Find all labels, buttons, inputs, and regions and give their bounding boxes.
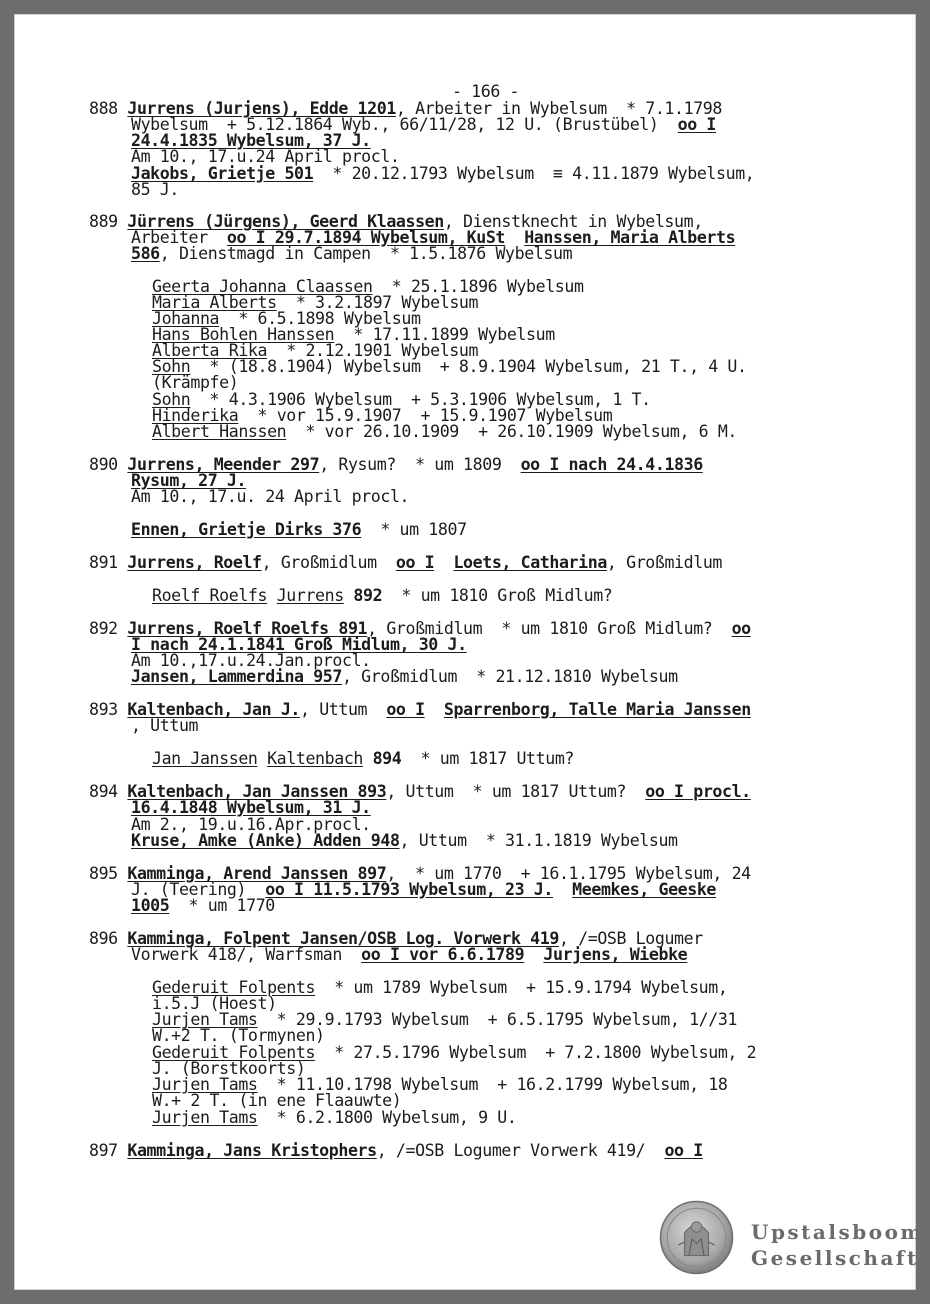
linked-name: Hans Bohlen Hanssen (152, 325, 335, 344)
text-line (89, 1143, 703, 1159)
linked-name: 586 (131, 244, 160, 263)
line-text: , Arbeiter in Wybelsum * 7.1.1798 (395, 99, 722, 118)
line-text: Arbeiter (131, 228, 227, 247)
text-line (152, 1093, 401, 1109)
line-text: * um 1810 Groß Midlum? (382, 586, 613, 605)
linked-name: Jurjens, Wiebke (543, 945, 688, 964)
linked-name: oo I (664, 1141, 703, 1160)
linked-name: Rysum, 27 J. (131, 471, 247, 490)
linked-name: Jurrens, Meender 297 (127, 455, 320, 474)
line-text: * 25.1.1896 Wybelsum (372, 277, 584, 296)
line-text: J. (Teering) (131, 880, 266, 899)
linked-name: Jürrens (Jürgens), Geerd Klaassen (127, 212, 444, 231)
linked-name: Kaltenbach (267, 749, 363, 768)
text-line (131, 166, 754, 182)
line-text: , * um 1770 + 16.1.1795 Wybelsum, 24 (386, 864, 751, 883)
text-line (131, 522, 467, 538)
linked-name: Jurjen Tams (152, 1108, 258, 1127)
seal-icon (659, 1200, 734, 1275)
linked-name: oo I (677, 115, 717, 134)
linked-name: Jurjen Tams (152, 1075, 258, 1094)
linked-name: Johanna (152, 309, 220, 328)
line-text: , Dienstknecht in Wybelsum, (443, 212, 703, 231)
linked-name: Jurjen Tams (152, 1010, 258, 1029)
line-text: * 17.11.1899 Wybelsum (334, 325, 555, 344)
line-text: * 29.9.1793 Wybelsum + 6.5.1795 Wybelsum, 1//31 (257, 1010, 738, 1029)
text-line (152, 588, 612, 604)
linked-name: Maria Alberts (152, 293, 277, 312)
linked-name: Kruse, Amke (Anke) Adden 948 (131, 831, 400, 850)
line-text: 892 (89, 619, 128, 638)
line-text: i.5.J (Hoest) (152, 994, 277, 1013)
linked-name: Meemkes, Geeske (572, 880, 717, 899)
line-text: * vor 15.9.1907 + 15.9.1907 Wybelsum (238, 406, 613, 425)
line-text (267, 586, 277, 605)
line-text: * um 1807 (361, 520, 467, 539)
line-text: Vorwerk 418/, Warfsman (131, 945, 362, 964)
line-text: * 11.10.1798 Wybelsum + 16.2.1799 Wybelsum, 18 (257, 1075, 728, 1094)
linked-name: Jurrens (Jurjens), Edde 1201 (127, 99, 396, 118)
line-text: W.+ 2 T. (in ene Flaauwte) (152, 1091, 402, 1110)
linked-name: oo I procl. (645, 782, 751, 801)
line-text: , Uttum * um 1817 Uttum? (386, 782, 646, 801)
linked-name: oo I (395, 553, 435, 572)
line-text: * um 1770 (169, 896, 275, 915)
line-text (434, 553, 453, 572)
text-line (152, 424, 737, 440)
linked-name: Kamminga, Folpent Jansen/OSB Log. Vorwerk 419 (127, 929, 559, 948)
linked-name: 892 (343, 586, 383, 605)
text-line (131, 718, 198, 734)
linked-name: oo I nach 24.4.1836 (520, 455, 703, 474)
line-text: , Uttum (300, 700, 387, 719)
line-text: , Uttum * 31.1.1819 Wybelsum (399, 831, 678, 850)
line-text (258, 749, 268, 768)
line-text (553, 880, 572, 899)
line-text: Am 10.,17.u.24.Jan.procl. (131, 651, 371, 670)
linked-name: oo I vor 6.6.1789 (361, 945, 525, 964)
linked-name: Kamminga, Jans Kristophers (127, 1141, 377, 1160)
linked-name: Kaltenbach, Jan Janssen 893 (127, 782, 387, 801)
line-text: * 27.5.1796 Wybelsum + 7.2.1800 Wybelsum, 2 (315, 1043, 757, 1062)
line-text: , /=OSB Logumer Vorwerk 419/ (376, 1141, 665, 1160)
line-text: , Großmidlum (261, 553, 396, 572)
line-text: , Großmidlum (606, 553, 723, 572)
line-text (425, 700, 444, 719)
text-line (131, 246, 572, 262)
linked-name: Jurrens, Roelf Roelfs 891 (127, 619, 368, 638)
linked-name: Albert Hanssen (152, 422, 287, 441)
linked-name: Ennen, Grietje Dirks 376 (131, 520, 362, 539)
line-text: Am 2., 19.u.16.Apr.procl. (131, 815, 371, 834)
linked-name: Loets, Catharina (453, 553, 607, 572)
document-page (14, 14, 925, 1290)
linked-name: 894 (363, 749, 402, 768)
line-text: 895 (89, 864, 128, 883)
text-line (131, 669, 678, 685)
linked-name: oo I 11.5.1793 Wybelsum, 23 J. (265, 880, 553, 899)
line-text: W.+2 T. (Tormynen) (152, 1026, 325, 1045)
linked-name: Kamminga, Arend Janssen 897 (127, 864, 387, 883)
text-line (131, 149, 400, 165)
linked-name: oo I 29.7.1894 Wybelsum, KuSt (226, 228, 506, 247)
line-text: * vor 26.10.1909 + 26.10.1909 Wybelsum, 6 M. (286, 422, 738, 441)
text-line (131, 800, 371, 816)
linked-name: Jakobs, Grietje 501 (131, 164, 314, 183)
text-line (131, 833, 678, 849)
line-text: * 6.2.1800 Wybelsum, 9 U. (257, 1108, 517, 1127)
linked-name: oo (731, 619, 751, 638)
linked-name: Jan Janssen (152, 749, 258, 768)
line-text: J. (Borstkoorts) (152, 1059, 306, 1078)
line-text: 896 (89, 929, 128, 948)
text-line (152, 1110, 516, 1126)
society-name-line1: Upstalsboom (751, 1220, 925, 1244)
linked-name: Sohn (152, 390, 191, 409)
line-text: Am 10., 17.u.24 April procl. (131, 147, 400, 166)
linked-name: 16.4.1848 Wybelsum, 31 J. (131, 798, 371, 817)
text-line (152, 751, 574, 767)
page-number: - 166 - (452, 82, 520, 101)
linked-name: Sohn (152, 357, 191, 376)
line-text: * um 1817 Uttum? (401, 749, 575, 768)
linked-name: Hinderika (152, 406, 239, 425)
line-text: 897 (89, 1141, 128, 1160)
line-text: * 2.12.1901 Wybelsum (267, 341, 479, 360)
linked-name: Geerta Johanna Claassen (152, 277, 373, 296)
line-text: * 4.3.1906 Wybelsum + 5.3.1906 Wybelsum, 1 T. (190, 390, 651, 409)
line-text: 894 (89, 782, 128, 801)
society-name-line2: Gesellschaft (751, 1246, 919, 1270)
line-text: 893 (89, 700, 128, 719)
text-line (131, 489, 409, 505)
linked-name: Hanssen, Maria Alberts (524, 228, 736, 247)
line-text: 889 (89, 212, 128, 231)
line-text: (Krämpfe) (152, 373, 239, 392)
linked-name: Jurrens (276, 586, 344, 605)
line-text: * um 1789 Wybelsum + 15.9.1794 Wybelsum, (315, 978, 728, 997)
linked-name: 1005 (131, 896, 170, 915)
line-text: 890 (89, 455, 128, 474)
linked-name: Gederuit Folpents (152, 978, 316, 997)
line-text: 888 (89, 99, 128, 118)
line-text: , /=OSB Logumer (558, 929, 703, 948)
linked-name: Alberta Rika (152, 341, 268, 360)
linked-name: Gederuit Folpents (152, 1043, 316, 1062)
text-line (152, 1028, 325, 1044)
line-text: 85 J. (131, 180, 179, 199)
text-line (89, 555, 722, 571)
line-text: * (18.8.1904) Wybelsum + 8.9.1904 Wybelsum, 21 T., 4 U. (190, 357, 747, 376)
linked-name: Jurrens, Roelf (127, 553, 262, 572)
line-text: * 6.5.1898 Wybelsum (219, 309, 421, 328)
linked-name: 24.4.1835 Wybelsum, 37 J. (131, 131, 371, 150)
linked-name: Sparrenborg, Talle Maria Janssen (443, 700, 751, 719)
line-text (524, 945, 543, 964)
text-line (152, 375, 238, 391)
linked-name: Roelf Roelfs (152, 586, 268, 605)
line-text: * 20.12.1793 Wybelsum ≡ 4.11.1879 Wybelsum, (313, 164, 755, 183)
line-text: 891 (89, 553, 128, 572)
line-text: , Großmidlum * um 1810 Groß Midlum? (367, 619, 732, 638)
line-text: , Großmidlum * 21.12.1810 Wybelsum (342, 667, 678, 686)
line-text: , Dienstmagd in Campen * 1.5.1876 Wybelsum (159, 244, 573, 263)
text-line (131, 898, 275, 914)
text-line (131, 182, 179, 198)
line-text: , Uttum (131, 716, 199, 735)
line-text: Wybelsum + 5.12.1864 Wyb., 66/11/28, 12 U. (Brustübel) (131, 115, 678, 134)
text-line (152, 359, 747, 375)
linked-name: oo I (386, 700, 425, 719)
line-text: * 3.2.1897 Wybelsum (276, 293, 479, 312)
linked-name: Kaltenbach, Jan J. (127, 700, 301, 719)
line-text: , Rysum? * um 1809 (319, 455, 521, 474)
linked-name: Jansen, Lammerdina 957 (131, 667, 342, 686)
linked-name: I nach 24.1.1841 Groß Midlum, 30 J. (131, 635, 467, 654)
line-text: Am 10., 17.u. 24 April procl. (131, 487, 410, 506)
text-line (131, 947, 687, 963)
